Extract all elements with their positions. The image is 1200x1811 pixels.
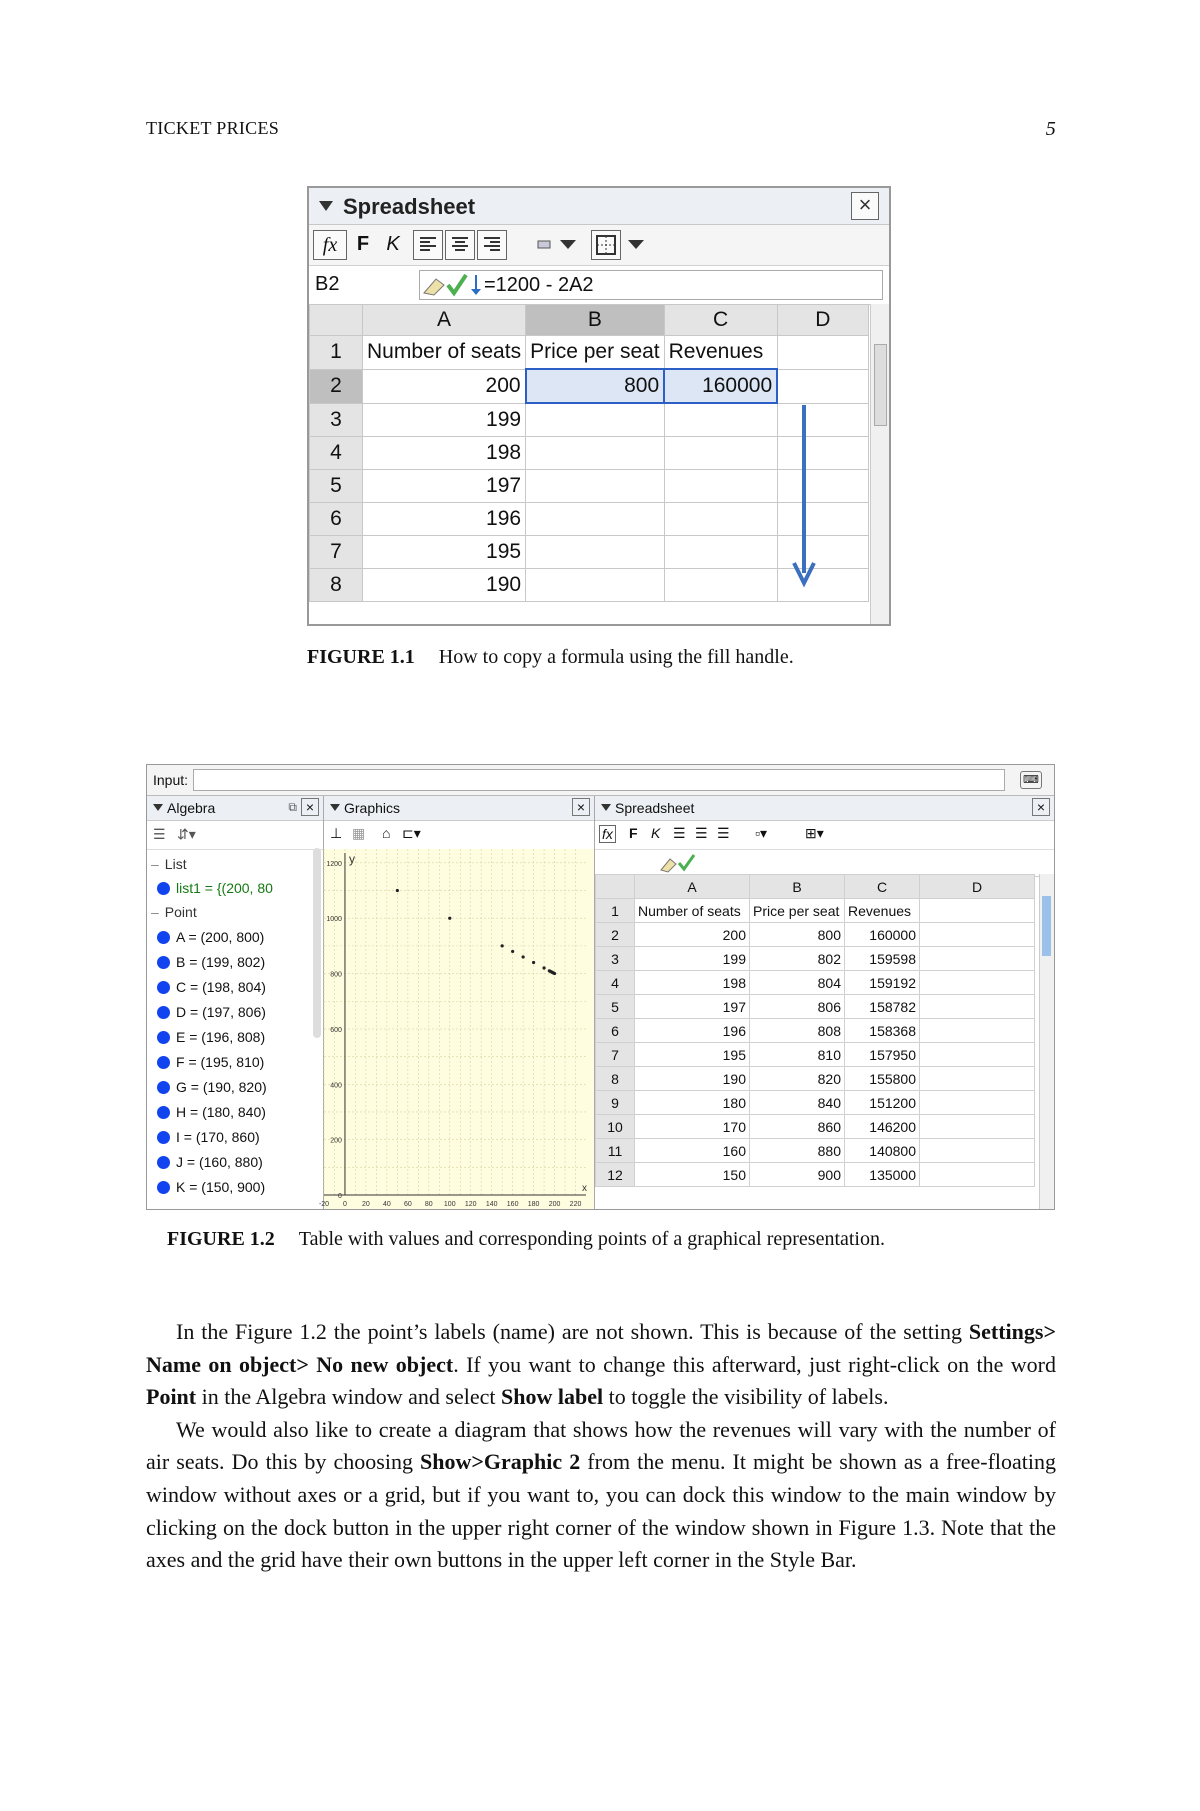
table-row — [596, 971, 1035, 995]
visibility-dot-icon[interactable] — [157, 882, 170, 895]
formula-input[interactable] — [419, 270, 883, 300]
row-header[interactable]: 1 — [310, 336, 363, 370]
cell[interactable]: 140800 — [845, 1139, 920, 1163]
column-header[interactable]: A — [635, 875, 750, 899]
caption-text: Table with values and corresponding points of a graphical representation. — [298, 1228, 885, 1250]
undock-icon[interactable]: ⧉ — [288, 800, 297, 814]
x-axis-label: x — [582, 1183, 587, 1194]
algebra-item-text: list1 = {(200, 80 — [176, 880, 273, 896]
row-header[interactable]: 8 — [596, 1067, 635, 1091]
cell[interactable]: Revenues — [845, 899, 920, 923]
algebra-list-item[interactable] — [157, 880, 273, 896]
table-row — [596, 1091, 1035, 1115]
vertical-scrollbar[interactable] — [870, 304, 889, 624]
cell[interactable]: 200 — [635, 923, 750, 947]
point-capture-icon[interactable]: ⊏▾ — [402, 825, 421, 841]
close-icon[interactable]: × — [1032, 798, 1050, 816]
cell[interactable]: 840 — [750, 1091, 845, 1115]
keyboard-icon[interactable]: ⌨ — [1020, 771, 1042, 789]
y-tick-label: 0 — [338, 1193, 342, 1200]
cell[interactable]: 197 — [635, 995, 750, 1019]
cell[interactable]: Revenues — [664, 336, 777, 370]
body-text — [146, 1316, 1056, 1577]
formula-text: =1200 - 2A2 — [484, 274, 594, 296]
italic-button[interactable]: K — [651, 825, 661, 841]
fill-handle-arrow-icon — [789, 403, 819, 593]
text-run: In the Figure 1.2 the point’s labels (name) are not shown. This is because of the setting — [176, 1319, 969, 1344]
cell[interactable]: 160000 — [845, 923, 920, 947]
vertical-scrollbar[interactable] — [1039, 874, 1054, 1209]
cell[interactable] — [920, 1043, 1035, 1067]
align-left-icon[interactable]: ☰ — [673, 825, 686, 841]
row-header[interactable]: 6 — [596, 1019, 635, 1043]
algebra-item-text: D = (197, 806) — [176, 1004, 266, 1020]
cell[interactable] — [664, 503, 777, 536]
algebra-toolbar — [147, 821, 323, 850]
column-header[interactable]: A — [363, 305, 526, 336]
caption-text: How to copy a formula using the fill handle. — [438, 646, 794, 668]
formula-bar-toggle-icon[interactable]: fx — [313, 230, 347, 260]
emphasis: Point — [146, 1384, 197, 1410]
cell[interactable] — [526, 403, 665, 437]
y-tick-label: 600 — [330, 1026, 342, 1034]
algebra-item-text: G = (190, 820) — [176, 1079, 267, 1095]
algebra-point-item[interactable] — [157, 1104, 266, 1120]
formula-bar-toggle-icon[interactable]: fx — [599, 825, 616, 843]
visibility-dot-icon[interactable] — [157, 1006, 170, 1019]
graphics-style-bar — [324, 821, 594, 850]
cell[interactable]: 195 — [635, 1043, 750, 1067]
x-tick-label: 220 — [569, 1201, 582, 1208]
border-icon[interactable] — [591, 230, 621, 260]
cell[interactable]: 157950 — [845, 1043, 920, 1067]
column-header[interactable]: D — [920, 875, 1035, 899]
scrollbar-thumb[interactable] — [874, 344, 887, 426]
y-tick-label: 800 — [330, 971, 342, 979]
align-right-icon[interactable] — [477, 230, 507, 260]
spreadsheet-panel — [595, 796, 1054, 1209]
x-tick-label: 120 — [464, 1201, 477, 1208]
table-row — [596, 947, 1035, 971]
emphasis: Show label — [501, 1384, 604, 1410]
row-header[interactable]: 5 — [596, 995, 635, 1019]
cell[interactable] — [777, 336, 868, 370]
corner-cell — [310, 305, 363, 336]
column-header[interactable]: C — [664, 305, 777, 336]
chevron-down-icon[interactable] — [557, 230, 579, 258]
cell[interactable] — [920, 1163, 1035, 1187]
axes-toggle-icon[interactable]: ⊥ — [330, 825, 343, 841]
cell[interactable] — [920, 971, 1035, 995]
spreadsheet-toolbar — [309, 225, 889, 266]
caption-label: FIGURE 1.1 — [307, 646, 415, 668]
cell[interactable]: 150 — [635, 1163, 750, 1187]
table-row — [310, 336, 869, 370]
row-header[interactable]: 3 — [596, 947, 635, 971]
visibility-dot-icon[interactable] — [157, 1106, 170, 1119]
text-run: We would also like to create a diagram that shows how the revenues will vary with the number of air seats. Do this by choosing — [146, 1416, 1056, 1475]
table-row — [310, 470, 869, 503]
cell[interactable]: 197 — [363, 470, 526, 503]
cell[interactable] — [920, 947, 1035, 971]
align-center-icon[interactable]: ☰ — [695, 825, 708, 841]
data-point — [511, 950, 514, 953]
table-row — [310, 437, 869, 470]
visibility-dot-icon[interactable] — [157, 1081, 170, 1094]
x-tick-label: 180 — [527, 1201, 540, 1208]
cell[interactable]: 180 — [635, 1091, 750, 1115]
table-row — [596, 923, 1035, 947]
algebra-point-item[interactable] — [157, 929, 264, 945]
close-icon[interactable]: × — [572, 798, 590, 816]
cell[interactable] — [526, 536, 665, 569]
x-tick-label: 60 — [403, 1201, 412, 1208]
cell[interactable] — [777, 369, 868, 403]
cell[interactable] — [920, 1091, 1035, 1115]
close-icon[interactable]: × — [851, 192, 879, 220]
cell[interactable]: 151200 — [845, 1091, 920, 1115]
data-point — [542, 966, 545, 969]
cell[interactable] — [526, 569, 665, 602]
page-number: 5 — [1045, 118, 1056, 140]
cell[interactable]: 810 — [750, 1043, 845, 1067]
table-row — [596, 1019, 1035, 1043]
column-header[interactable]: D — [777, 305, 868, 336]
figure-1-2-caption — [167, 1228, 885, 1251]
visibility-dot-icon[interactable] — [157, 956, 170, 969]
row-header[interactable]: 6 — [310, 503, 363, 536]
cell[interactable]: 808 — [750, 1019, 845, 1043]
cell[interactable]: 159598 — [845, 947, 920, 971]
graphics-header — [324, 796, 594, 821]
algebra-point-item[interactable] — [157, 1004, 266, 1020]
row-header[interactable]: 10 — [596, 1115, 635, 1139]
spreadsheet-title: Spreadsheet — [343, 194, 476, 219]
corner-cell — [596, 875, 635, 899]
cell[interactable] — [526, 503, 665, 536]
spreadsheet-grid — [595, 874, 1035, 1187]
align-right-icon[interactable]: ☰ — [717, 825, 730, 841]
table-row — [310, 403, 869, 437]
graphics-plot[interactable] — [318, 849, 594, 1209]
sort-icon[interactable]: ☰ — [153, 826, 166, 842]
cell[interactable]: 200 — [363, 369, 526, 403]
row-header[interactable]: 12 — [596, 1163, 635, 1187]
x-tick-label: 0 — [343, 1201, 347, 1208]
border-icon[interactable]: ⊞▾ — [805, 825, 824, 841]
cell[interactable]: 199 — [635, 947, 750, 971]
table-row — [596, 1139, 1035, 1163]
algebra-item-text: B = (199, 802) — [176, 954, 266, 970]
cell[interactable] — [526, 437, 665, 470]
algebra-item-text: C = (198, 804) — [176, 979, 266, 995]
table-row — [596, 1067, 1035, 1091]
data-point — [522, 955, 525, 958]
cell[interactable] — [664, 569, 777, 602]
algebra-item-text: E = (196, 808) — [176, 1029, 266, 1045]
cell[interactable]: 159192 — [845, 971, 920, 995]
row-header[interactable]: 4 — [310, 437, 363, 470]
algebra-point-item[interactable] — [157, 1129, 260, 1145]
formula-bar — [309, 266, 889, 305]
formula-bar — [595, 850, 1054, 877]
cell[interactable] — [664, 470, 777, 503]
data-point — [396, 889, 399, 892]
spreadsheet-header — [595, 796, 1054, 821]
close-icon[interactable]: × — [301, 798, 319, 816]
cell[interactable]: 158368 — [845, 1019, 920, 1043]
text-run: from the menu. It might be shown as a free-floating window without axes or a grid, but if you want to, you can dock this window to the main window by clicking on the dock button in the upper right corner of the window shown in Figure 1.3. Note that the axes and the grid have their own buttons in the upper left corner in the Style Bar. — [146, 1449, 1056, 1573]
figure-1-1-spreadsheet — [307, 186, 891, 626]
align-left-icon[interactable] — [413, 230, 443, 260]
algebra-panel — [147, 796, 324, 1209]
input-field[interactable] — [193, 769, 1005, 791]
cell[interactable]: 802 — [750, 947, 845, 971]
table-row — [596, 899, 1035, 923]
cell[interactable] — [920, 1067, 1035, 1091]
scrollbar-thumb[interactable] — [1042, 896, 1051, 956]
cell[interactable]: 820 — [750, 1067, 845, 1091]
chevron-down-icon[interactable] — [625, 230, 647, 258]
chevron-down-icon[interactable]: ⇵▾ — [177, 826, 196, 842]
collapse-triangle-icon[interactable] — [601, 804, 611, 811]
paragraph — [146, 1414, 1056, 1577]
cell[interactable] — [526, 470, 665, 503]
spreadsheet-toolbar — [595, 821, 1054, 850]
cell[interactable]: 198 — [635, 971, 750, 995]
emphasis: Show>Graphic 2 — [420, 1449, 581, 1475]
cell[interactable]: Number of seats — [635, 899, 750, 923]
x-tick-label: 20 — [362, 1201, 370, 1208]
row-header[interactable]: 8 — [310, 569, 363, 602]
algebra-group-label: List — [164, 856, 187, 872]
cell-color-icon[interactable] — [537, 230, 551, 258]
graphics-title: Graphics — [344, 800, 401, 816]
algebra-point-item[interactable] — [157, 1029, 265, 1045]
table-row — [596, 1043, 1035, 1067]
cell[interactable]: 190 — [363, 569, 526, 602]
algebra-item-text: H = (180, 840) — [176, 1104, 266, 1120]
table-row — [596, 1115, 1035, 1139]
algebra-point-item[interactable] — [157, 979, 266, 995]
y-axis-label: y — [348, 852, 355, 866]
cell[interactable]: 158782 — [845, 995, 920, 1019]
collapse-triangle-icon[interactable] — [153, 804, 163, 811]
algebra-item-text: F = (195, 810) — [176, 1054, 265, 1070]
table-row — [310, 503, 869, 536]
cell[interactable] — [664, 536, 777, 569]
cell[interactable] — [920, 923, 1035, 947]
cell[interactable]: 135000 — [845, 1163, 920, 1187]
cell[interactable]: 804 — [750, 971, 845, 995]
algebra-group-label: Point — [164, 904, 197, 920]
visibility-dot-icon[interactable] — [157, 1031, 170, 1044]
column-header[interactable]: B — [526, 305, 665, 336]
table-row — [310, 569, 869, 602]
data-point — [548, 969, 551, 972]
visibility-dot-icon[interactable] — [157, 1181, 170, 1194]
input-bar — [147, 765, 1054, 796]
italic-button[interactable]: K — [386, 233, 400, 255]
visibility-dot-icon[interactable] — [157, 1131, 170, 1144]
algebra-point-item[interactable] — [157, 1179, 265, 1195]
text-run: in the Algebra window and select — [196, 1384, 501, 1410]
caption-label: FIGURE 1.2 — [167, 1228, 275, 1250]
graphics-panel — [318, 796, 595, 1209]
row-header[interactable]: 9 — [596, 1091, 635, 1115]
table-row — [596, 1163, 1035, 1187]
spreadsheet-title: Spreadsheet — [615, 800, 695, 816]
row-header[interactable]: 7 — [596, 1043, 635, 1067]
column-header[interactable]: B — [750, 875, 845, 899]
visibility-dot-icon[interactable] — [157, 1056, 170, 1069]
collapse-triangle-icon[interactable] — [319, 201, 333, 211]
x-tick-label: 160 — [506, 1201, 519, 1208]
cell[interactable]: Price per seat — [526, 336, 665, 370]
running-head — [146, 118, 1056, 146]
table-row — [310, 369, 869, 403]
cell[interactable]: 155800 — [845, 1067, 920, 1091]
data-point — [448, 917, 451, 920]
cell-reference[interactable]: B2 — [315, 273, 340, 295]
algebra-title: Algebra — [167, 800, 216, 816]
column-header[interactable]: C — [845, 875, 920, 899]
cell[interactable]: 880 — [750, 1139, 845, 1163]
data-point — [501, 944, 504, 947]
x-tick-label: 140 — [485, 1201, 498, 1208]
cell[interactable]: 196 — [363, 503, 526, 536]
x-tick-label: 200 — [548, 1201, 561, 1208]
selected-cell[interactable]: 160000 — [664, 369, 777, 403]
bold-button[interactable]: F — [356, 233, 370, 255]
cell[interactable]: Price per seat — [750, 899, 845, 923]
algebra-item-text: I = (170, 860) — [176, 1129, 260, 1145]
cell[interactable]: 196 — [635, 1019, 750, 1043]
cell[interactable]: 170 — [635, 1115, 750, 1139]
visibility-dot-icon[interactable] — [157, 981, 170, 994]
y-tick-label: 400 — [330, 1082, 342, 1090]
row-header[interactable]: 3 — [310, 403, 363, 437]
cell[interactable]: 198 — [363, 437, 526, 470]
x-tick-label: 100 — [443, 1201, 456, 1208]
emphasis: Settings> Name on object> No new object — [146, 1319, 1056, 1377]
cell[interactable]: 199 — [363, 403, 526, 437]
algebra-point-item[interactable] — [157, 1154, 263, 1170]
algebra-header — [147, 796, 323, 821]
text-run: to toggle the visibility of labels. — [603, 1384, 889, 1410]
cell-color-icon[interactable]: ▫▾ — [755, 825, 767, 841]
row-header[interactable]: 2 — [310, 369, 363, 403]
y-tick-label: 1200 — [326, 860, 342, 868]
running-head-title: TICKET PRICES — [146, 118, 280, 138]
align-center-icon[interactable] — [445, 230, 475, 260]
spreadsheet-grid — [309, 304, 869, 602]
algebra-scrollbar[interactable] — [313, 848, 321, 1038]
cell[interactable] — [920, 1115, 1035, 1139]
cell[interactable] — [920, 995, 1035, 1019]
input-label: Input: — [153, 772, 189, 788]
collapse-triangle-icon[interactable] — [330, 804, 340, 811]
cell[interactable]: 806 — [750, 995, 845, 1019]
cell[interactable]: 190 — [635, 1067, 750, 1091]
table-row — [310, 536, 869, 569]
cell[interactable] — [920, 899, 1035, 923]
cell[interactable]: 800 — [750, 923, 845, 947]
cell[interactable]: Number of seats — [363, 336, 526, 370]
algebra-group-list[interactable]: – List — [151, 856, 187, 872]
visibility-dot-icon[interactable] — [157, 931, 170, 944]
bold-button[interactable]: F — [629, 825, 638, 841]
algebra-point-item[interactable] — [157, 1079, 267, 1095]
visibility-dot-icon[interactable] — [157, 1156, 170, 1169]
row-header[interactable]: 2 — [596, 923, 635, 947]
cell[interactable]: 900 — [750, 1163, 845, 1187]
grid-toggle-icon[interactable]: ▦ — [352, 825, 366, 841]
x-tick-label: -20 — [318, 1201, 330, 1208]
cell[interactable] — [664, 437, 777, 470]
text-run: . If you want to change this afterward, just right-click on the word — [453, 1351, 1057, 1377]
y-tick-label: 200 — [330, 1137, 342, 1145]
algebra-item-text: A = (200, 800) — [176, 929, 265, 945]
algebra-item-text: K = (150, 900) — [176, 1179, 266, 1195]
row-header[interactable]: 1 — [596, 899, 635, 923]
x-tick-label: 40 — [382, 1201, 391, 1208]
algebra-item-text: J = (160, 880) — [176, 1154, 263, 1170]
figure-1-2-geogebra-window — [146, 764, 1055, 1210]
spreadsheet-titlebar — [309, 188, 889, 225]
row-header[interactable]: 4 — [596, 971, 635, 995]
cell[interactable] — [920, 1139, 1035, 1163]
home-icon[interactable]: ⌂ — [382, 825, 391, 841]
algebra-point-item[interactable] — [157, 1054, 264, 1070]
row-header[interactable]: 7 — [310, 536, 363, 569]
algebra-point-item[interactable] — [157, 954, 265, 970]
cell[interactable]: 146200 — [845, 1115, 920, 1139]
y-tick-label: 1000 — [326, 916, 342, 924]
cell[interactable] — [920, 1019, 1035, 1043]
cell[interactable]: 195 — [363, 536, 526, 569]
row-header[interactable]: 5 — [310, 470, 363, 503]
algebra-group-point[interactable]: – Point — [151, 904, 197, 920]
figure-1-1-caption — [307, 646, 794, 669]
eraser-checkmark-icon[interactable] — [420, 271, 484, 299]
cell[interactable]: 160 — [635, 1139, 750, 1163]
paragraph — [146, 1316, 1056, 1414]
table-row — [596, 995, 1035, 1019]
row-header[interactable]: 11 — [596, 1139, 635, 1163]
data-point — [532, 961, 535, 964]
selected-cell[interactable]: 800 — [526, 369, 665, 403]
cell[interactable]: 860 — [750, 1115, 845, 1139]
x-tick-label: 80 — [424, 1201, 433, 1208]
cell[interactable] — [664, 403, 777, 437]
